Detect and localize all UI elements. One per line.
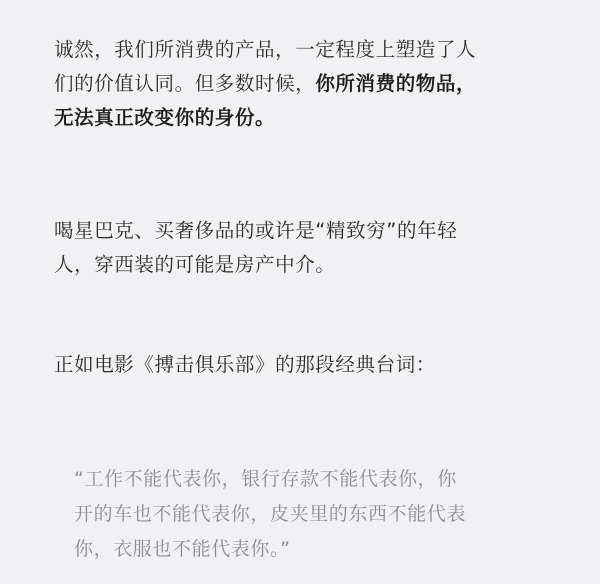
paragraph-1-line-2-text: 们的价值认同。但多数时候，: [54, 72, 316, 95]
quote-line-3: 你，衣服也不能代表你。”: [74, 538, 291, 560]
paragraph-2-line-1: 喝星巴克、买奢侈品的或许是“精致穷”的年轻: [54, 219, 458, 242]
paragraph-2-line-2: 人，穿西装的可能是房产中介。: [54, 253, 336, 276]
paragraph-3: [54, 348, 554, 382]
paragraph-3-line-1: 正如电影《搏击俱乐部》的那段经典台词：: [54, 353, 436, 376]
paragraph-1-line-2: [54, 67, 554, 101]
paragraph-2: [54, 214, 554, 282]
movie-quote: [74, 462, 564, 567]
quote-line-2: 开的车也不能代表你，皮夹里的东西不能代表: [74, 503, 467, 525]
paragraph-1-line-1: 诚然，我们所消费的产品，一定程度上塑造了人: [54, 38, 477, 61]
paragraph-1-emphasis-2: 无法真正改变你的身份。: [54, 106, 276, 129]
paragraph-1-emphasis-1: 你所消费的物品，: [315, 72, 477, 95]
paragraph-1: [54, 33, 554, 135]
quote-line-1: “工作不能代表你，银行存款不能代表你，你: [74, 468, 457, 490]
